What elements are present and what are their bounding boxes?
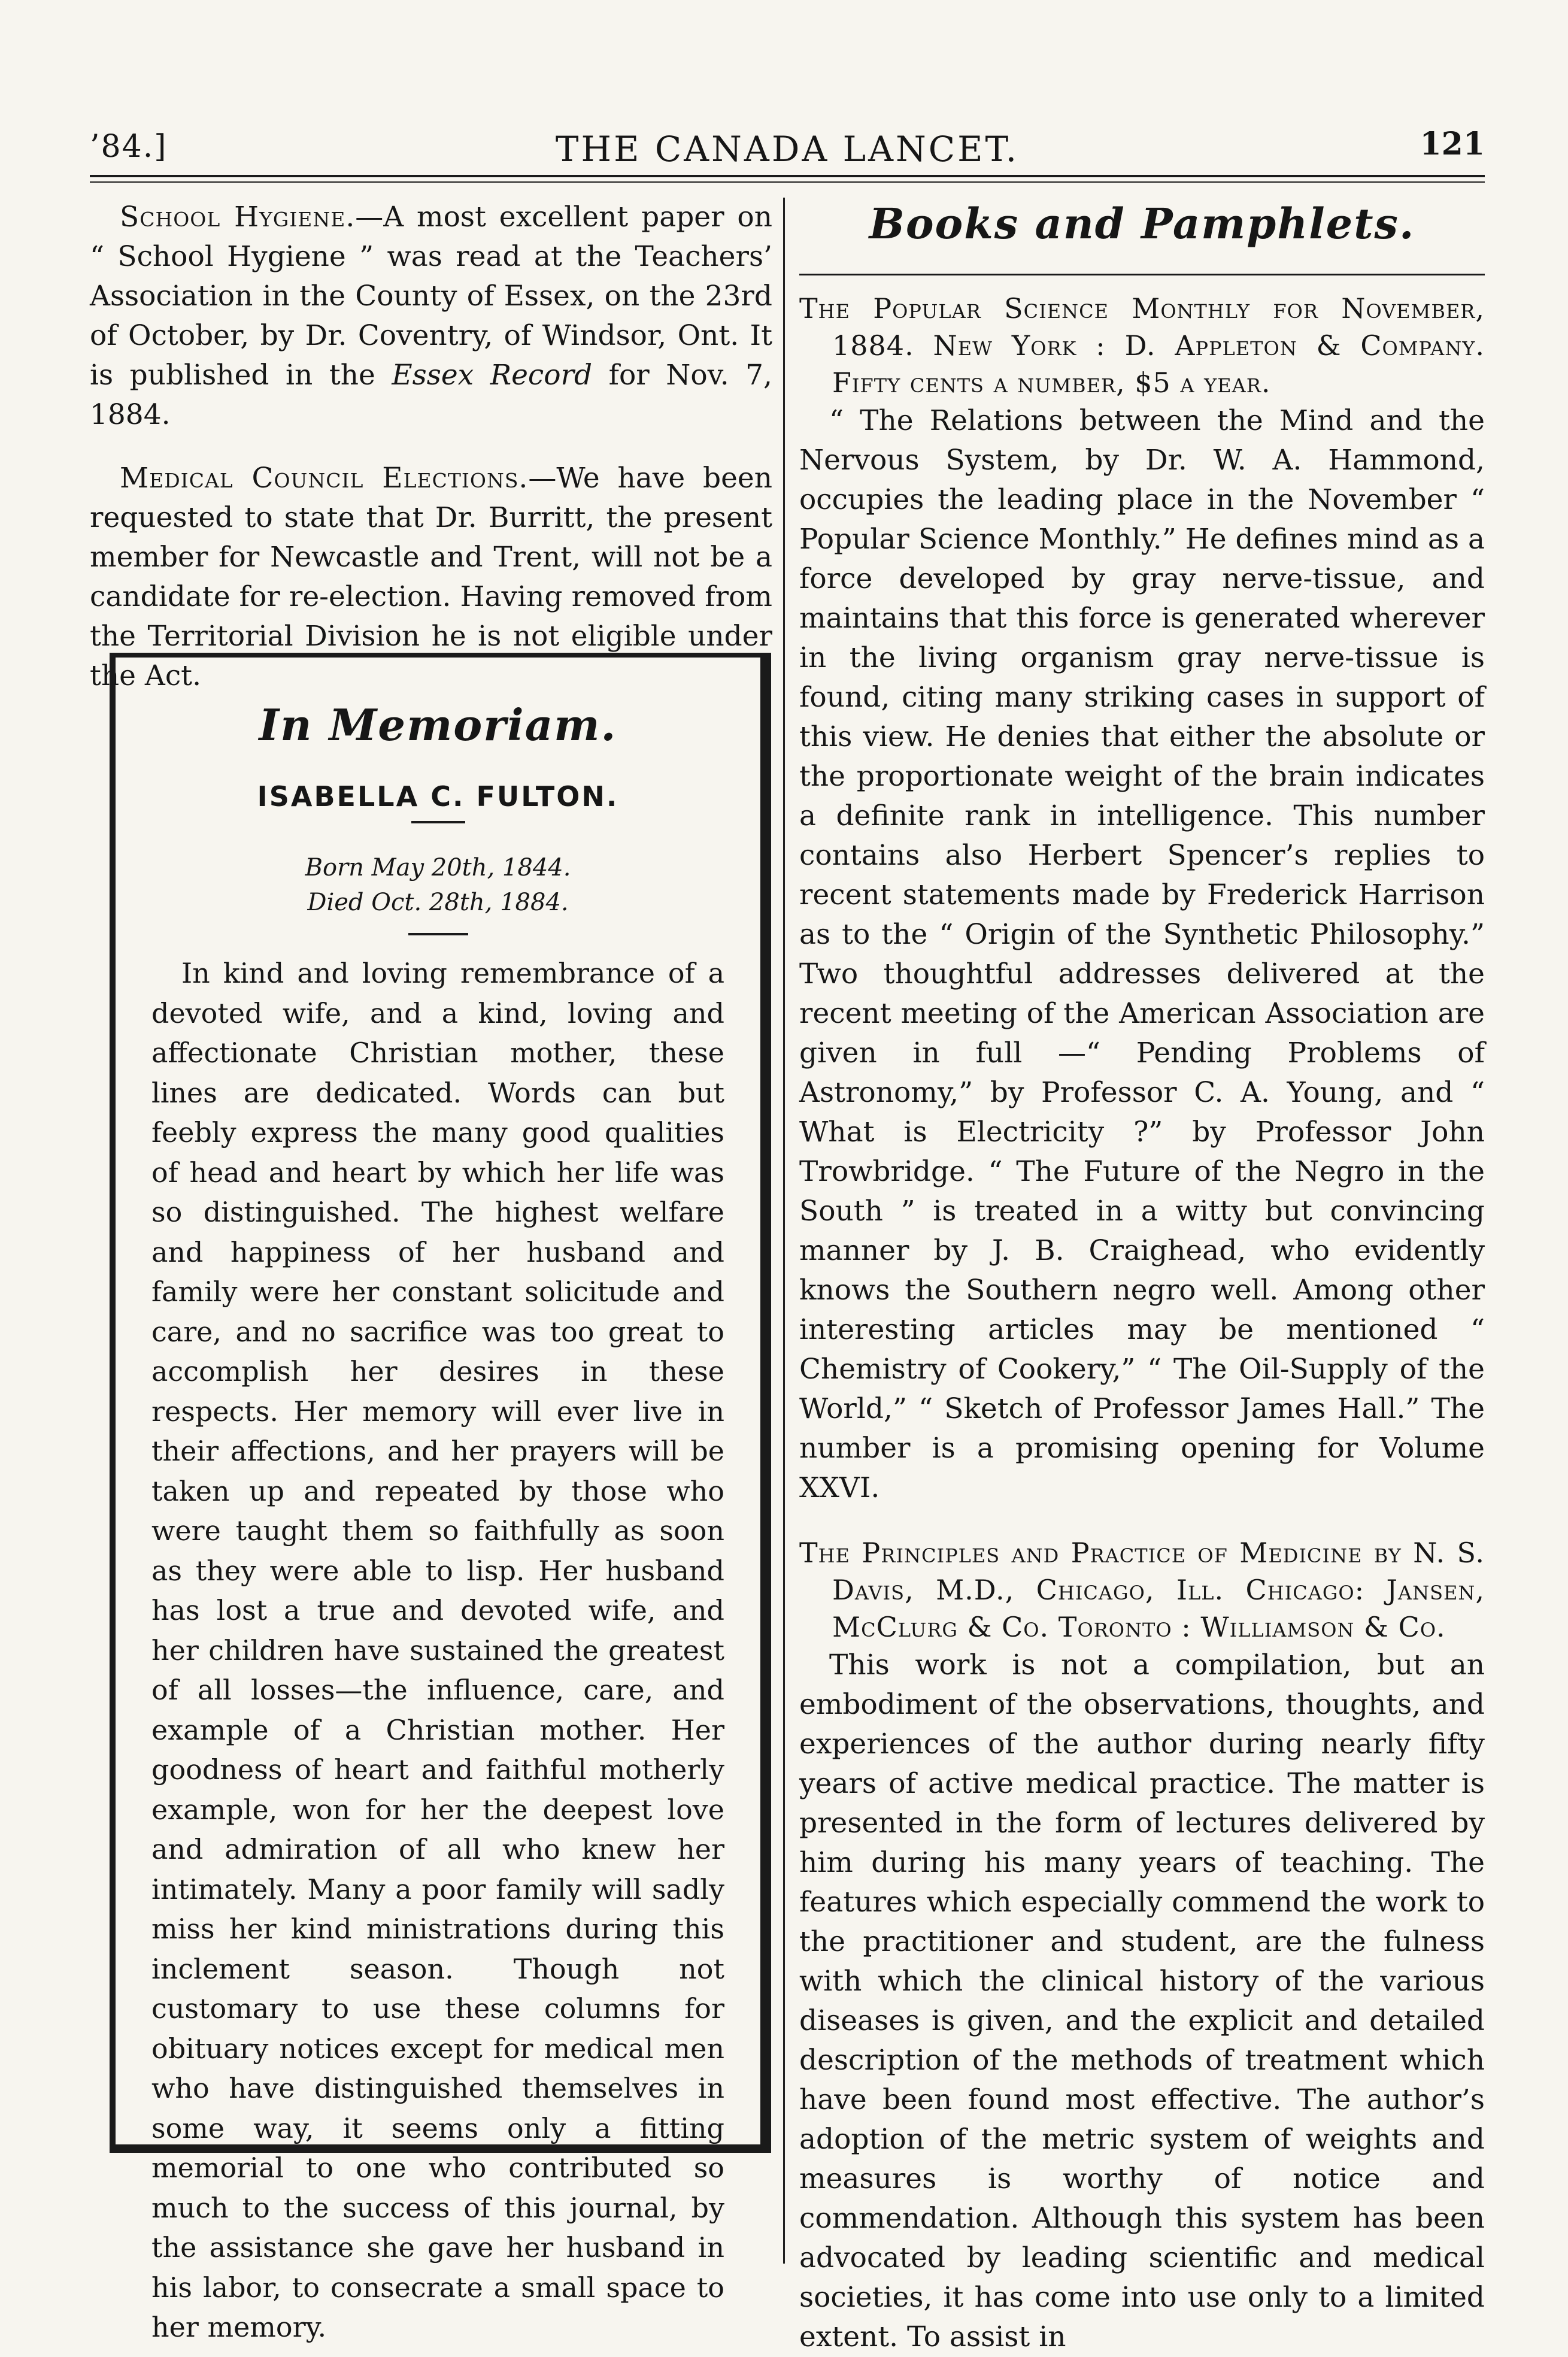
memoriam-name-underline bbox=[411, 821, 465, 823]
memoriam-text: In kind and loving remembrance of a devoted wife, and a kind, loving and affectionate Christian mother, these lines are dedicated. Words can but feebly express the many good qualities of head and heart by which her life was so distinguished. The highest welfare and happiness of her husband and family were her constant solicitude and care, and no sacrifice was too great to accomplish her desires in these respects. Her memory will ever live in their affections, and her prayers will be taken up and repeated by those who were taught them so faithfully as soon as they were able to lisp. Her husband has lost a true and devoted wife, and her children have sustained the greatest of all losses—the influence, care, and example of a Christian mother. Her goodness of heart and faithful motherly example, won for her the deepest love and admiration of all who knew her intimately. Many a poor family will sadly miss her kind ministrations during this inclement season. Though not customary to use these columns for obituary notices except for medical men who have distinguished themselves in some way, it seems only a fitting memorial to one who contributed so much to the success of this journal, by the assistance she gave her husband in his labor, to consecrate a small space to her memory. bbox=[151, 957, 724, 2343]
header-year: ’84.] bbox=[90, 129, 168, 165]
left-column bbox=[90, 198, 772, 696]
popular-science-entry-text: “ The Relations between the Mind and the Nervous System, by Dr. W. A. Hammond, occupies the leading place in the November “ Popular Science Monthly.” He defines mind as a force developed by gray nerve-tissue, and maintains that this force is generated wherever in the living organism gray nerve-tissue is found, citing many striking cases in support of this view. He denies that either the absolute or the proportionate weight of the brain indicates a definite rank in intelligence. This number contains also Herbert Spencer’s replies to recent statements made by Frederick Harrison as to the “ Origin of the Synthetic Philosophy.” Two thoughtful addresses delivered at the recent meeting of the American Association are given in full —“ Pending Problems of Astronomy,” by Professor C. A. Young, and “ What is Electricity ?” by Professor John Trowbridge. “ The Future of the Negro in the South ” is treated in a witty but convincing manner by J. B. Craighead, who evidently knows the Southern negro well. Among other interesting articles may be mentioned “ Chemistry of Cookery,” “ The Oil-Supply of the World,” “ Sketch of Professor James Hall.” The number is a promising opening for Volume XXVI. bbox=[799, 404, 1485, 1504]
right-column bbox=[799, 198, 1485, 2357]
popular-science-entry-title: The Popular Science Monthly for November, 1884. New York : D. Appleton & Company. Fifty cents a number, $5 a year. bbox=[799, 292, 1485, 399]
memoriam-heading: In Memoriam. bbox=[259, 699, 617, 750]
memoriam-divider bbox=[408, 933, 468, 935]
running-header bbox=[90, 126, 1485, 177]
council-elections-heading: Medical Council Elections. bbox=[120, 462, 529, 495]
header-rule bbox=[90, 175, 1485, 177]
council-elections-text: —We have been requested to state that Dr. Burritt, the present member for Newcastle and Trent, will not be a candidate for re-election. Having removed from the Territorial Division he is not eligible under the Act. bbox=[90, 462, 772, 692]
school-hygiene-text-b: for Nov. 7, 1884. bbox=[90, 359, 772, 431]
principles-medicine-entry-title: The Principles and Practice of Medicine by N. S. Davis, M.D., Chicago, Ill. Chicago: Jansen, McClurg & Co. Toronto : Williamson & Co. bbox=[799, 1537, 1485, 1643]
books-pamphlets-heading: Books and Pamphlets. bbox=[869, 199, 1415, 249]
memoriam-name: ISABELLA C. FULTON. bbox=[257, 780, 619, 813]
memoriam-born: Born May 20th, 1844. bbox=[305, 854, 571, 881]
school-hygiene-text-a: —A most excellent paper on “ School Hygiene ” was read at the Teachers’ Association in the County of Essex, on the 23rd of October, by Dr. Coventry, of Windsor, Ont. It is published in the bbox=[90, 201, 772, 392]
school-hygiene-paragraph bbox=[90, 198, 772, 435]
essex-record-title: Essex Record bbox=[392, 359, 593, 392]
books-heading-rule bbox=[799, 274, 1485, 275]
column-divider bbox=[783, 198, 785, 2264]
header-rule-thin bbox=[90, 181, 1485, 183]
memoriam-died: Died Oct. 28th, 1884. bbox=[307, 889, 569, 916]
page-number: 121 bbox=[1420, 126, 1485, 162]
principles-medicine-entry-text: This work is not a compilation, but an embodiment of the observations, thoughts, and experiences of the author during nearly fifty years of active medical practice. The matter is presented in the form of lectures delivered by him during his many years of teaching. The features which especially commend the work to the practitioner and student, are the fulness with which the clinical history of the various diseases is given, and the explicit and detailed description of the methods of treatment which have been found most effective. The author’s adoption of the metric system of weights and measures is worthy of notice and commendation. Although this system has been advocated by leading scientific and medical societies, it has come into use only to a limited extent. To assist in bbox=[799, 1649, 1485, 2353]
journal-title: THE CANADA LANCET. bbox=[555, 129, 1020, 169]
school-hygiene-heading: School Hygiene. bbox=[120, 201, 356, 234]
memoriam-box bbox=[110, 653, 771, 2343]
